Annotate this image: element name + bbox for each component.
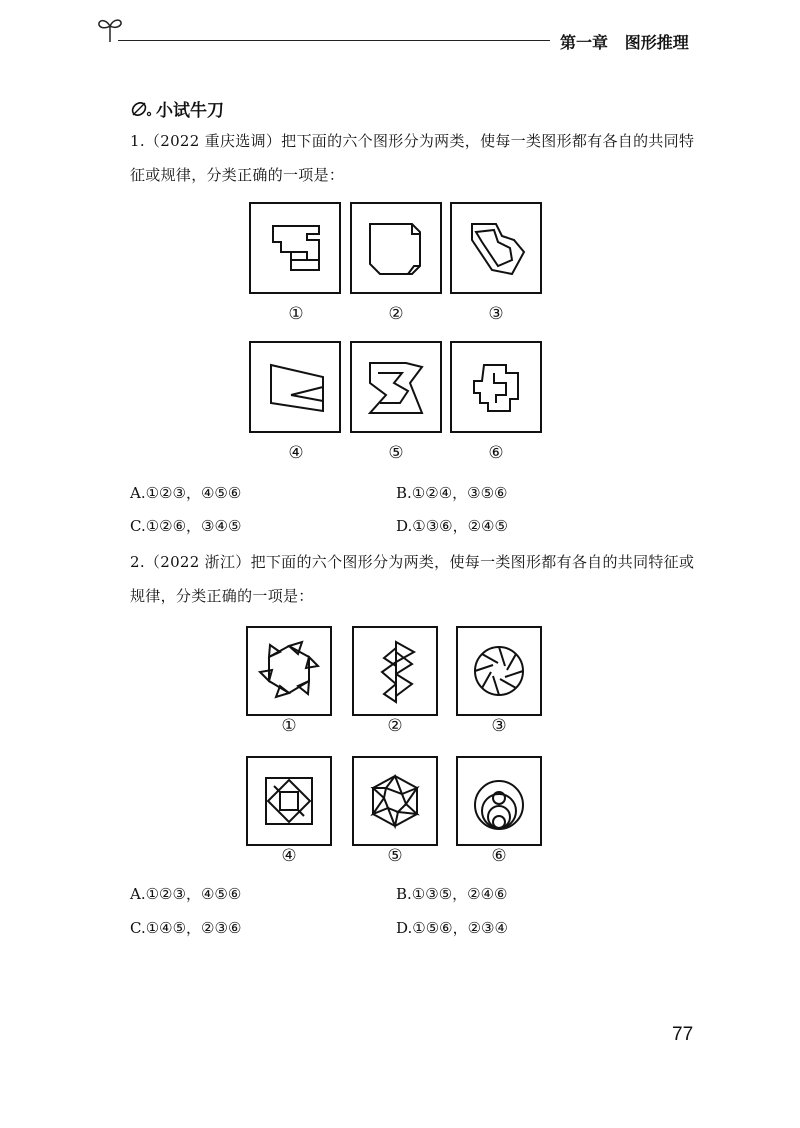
q2-figure-5 [352,756,438,846]
leaf-icon [130,99,152,119]
q2-figure-1-graphic [248,628,330,714]
q2-figure-6 [456,756,542,846]
question-source: （2022 重庆选调） [144,132,282,150]
question-stem: 把下面的六个图形分为两类，使每一类图形都有各自的共同特征或规律，分类正确的一项是： [130,553,695,605]
q2-figure-5-label: ⑤ [387,846,403,866]
q1-figure-4 [249,341,341,433]
q1-figure-5-label: ⑤ [388,443,404,463]
q1-figure-2 [350,202,442,294]
chapter-title: 图形推理 [624,33,689,52]
q2-figure-3 [456,626,542,716]
q2-figure-6-graphic [458,758,540,844]
question-2-text [130,545,700,613]
header-rule [118,40,550,41]
q1-figure-3-label: ③ [488,304,504,324]
q1-option-c: C.①②⑥，③④⑤ [130,517,242,535]
section-title-text: 小试牛刀 [156,101,224,121]
q2-option-a: A.①②③，④⑤⑥ [130,885,242,903]
q1-figure-3-graphic [452,204,540,292]
q1-figure-1-label: ① [288,304,304,324]
q1-option-d: D.①③⑥，②④⑤ [396,517,508,535]
q2-option-d: D.①⑤⑥，②③④ [396,919,508,937]
q2-figure-2-label: ② [387,716,403,736]
section-title [130,96,224,121]
question-number: 1. [130,132,145,150]
q2-figure-4-graphic [248,758,330,844]
q1-figure-6-label: ⑥ [488,443,504,463]
q1-figure-1 [249,202,341,294]
chapter-label: 第一章 [560,33,609,52]
page-number: 77 [672,1024,694,1045]
q1-figure-4-label: ④ [288,443,304,463]
q2-figure-5-graphic [354,758,436,844]
running-header [560,30,689,53]
q2-figure-1 [246,626,332,716]
q2-option-b: B.①③⑤，②④⑥ [396,885,508,903]
q2-option-c: C.①④⑤，②③⑥ [130,919,242,937]
q2-figure-3-graphic [458,628,540,714]
q1-figure-2-graphic [352,204,440,292]
question-number: 2. [130,553,145,571]
q1-option-a: A.①②③，④⑤⑥ [130,484,242,502]
q1-option-b: B.①②④，③⑤⑥ [396,484,508,502]
question-stem: 把下面的六个图形分为两类，使每一类图形都有各自的共同特征或规律，分类正确的一项是： [130,132,695,184]
q2-figure-1-label: ① [281,716,297,736]
q1-figure-4-graphic [251,343,339,431]
q1-figure-3 [450,202,542,294]
q2-figure-2 [352,626,438,716]
q2-figure-6-label: ⑥ [491,846,507,866]
q1-figure-5 [350,341,442,433]
q1-figure-5-graphic [352,343,440,431]
question-1-text [130,124,700,192]
q1-figure-1-graphic [251,204,339,292]
q2-figure-2-graphic [354,628,436,714]
q1-figure-2-label: ② [388,304,404,324]
q2-figure-4 [246,756,332,846]
q1-figure-6 [450,341,542,433]
q1-figure-6-graphic [452,343,540,431]
q2-figure-3-label: ③ [491,716,507,736]
question-source: （2022 浙江） [144,553,251,571]
q2-figure-4-label: ④ [281,846,297,866]
